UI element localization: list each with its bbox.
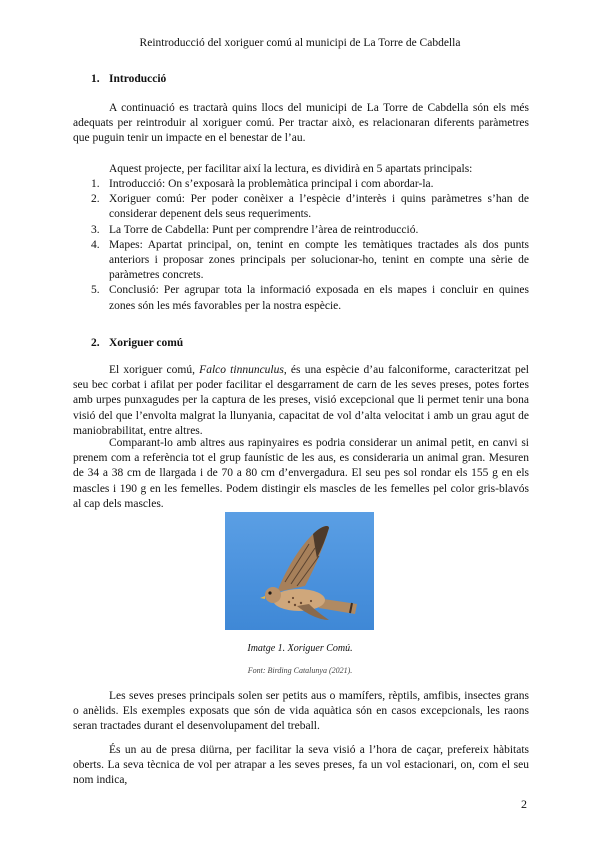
section-2-number: 2.	[91, 337, 100, 349]
section-2-paragraph-2: Comparant-lo amb altres aus rapinyaires es podria considerar un animal petit, en canvi si prenem com a referència tot el grup faunístic de les aus, es consideraria un animal gran. Mesuren de 34 a 38 cm de llargada i de 70 a 80 cm d’envergadura. El seu pes sol rondar els 155 g en els mascles i 190 g en les femelles. Podem distingir els mascles de les femelles pel color gris-blavós al cap dels mascles.	[73, 437, 529, 510]
running-header: Reintroducció del xoriguer comú al municipi de La Torre de Cabdella	[139, 37, 461, 49]
figure-source: Font: Birding Catalunya (2021).	[247, 666, 353, 675]
section-1-number: 1.	[91, 73, 100, 85]
section-1-paragraph-1: A continuació es tractarà quins llocs del municipi de La Torre de Cabdella són els més adequats per reintroduir al xoriguer comú. Per tractar això, es relacionaran diferents paràmetres que puguin tenir un impacte en el benestar de l’au.	[73, 102, 529, 145]
section-2-paragraph-1: El xoriguer comú, Falco tinnunculus, és una espècie d’au falconiforme, caracteritzat pel seu bec corbat i afilat per poder facilitar el desgarrament de carn de les seves preses, potes fortes amb urpes punxagudes per la captura de les preses, visió excepcional que li permet tenir una bona visió del que l’envolta malgrat la llunyania, capacitat de vol d’alta velocitat i amb un grau agut de maniobrabilitat, entre altres.	[73, 364, 529, 437]
section-1-heading	[91, 73, 166, 85]
section-2-title: Xoriguer comú	[109, 337, 184, 349]
species-name: Falco tinnunculus	[199, 364, 284, 376]
page-number: 2	[521, 797, 527, 811]
figure-caption: Imatge 1. Xoriguer Comú.	[247, 643, 353, 654]
section-2-heading	[91, 337, 183, 349]
section-1-outline-list	[73, 177, 529, 314]
list-item: 1. Introducció: On s’exposarà la problemàtica principal i com abordar-la.	[91, 178, 434, 190]
list-item: 4. Mapes: Apartat principal, on, tenint en compte les temàtiques tractades als dos punts anteriors i proposar zones principals per solucionar-ho, tenint en compte una sèrie de paràmetres concrets.	[91, 238, 529, 282]
kestrel-photo	[225, 512, 374, 630]
section-1-title: Introducció	[109, 73, 167, 85]
section-2-paragraph-3: Les seves preses principals solen ser petits aus o mamífers, rèptils, amfibis, insectes grans o anèlids. Els exemples exposats que són de vida aquàtica són en casos excepcionals, les raons seran tractades durant el desenvolupament del treball.	[73, 690, 529, 733]
section-1-paragraph-2: Aquest projecte, per facilitar així la lectura, es dividirà en 5 apartats principals:	[109, 163, 473, 175]
list-item: 5. Conclusió: Per agrupar tota la informació exposada en els mapes i concluir en quines zones són les més favorables per la nostra espècie.	[91, 284, 529, 312]
list-item: 3. La Torre de Cabdella: Punt per comprendre l’àrea de reintroducció.	[91, 223, 419, 236]
section-2-paragraph-4: És un au de presa diürna, per facilitar la seva visió a l’hora de caçar, prefereix hàbitats oberts. La seva tècnica de vol per atrapar a les seves preses, fa un vol estacionari, on, com el seu nom indica,	[73, 744, 529, 787]
list-item: 2. Xoriguer comú: Per poder conèixer a l’espècie d’interès i quins paràmetres s’han de considerar depenent dels seus requeriments.	[91, 193, 529, 221]
kestrel-illustration	[225, 512, 374, 630]
